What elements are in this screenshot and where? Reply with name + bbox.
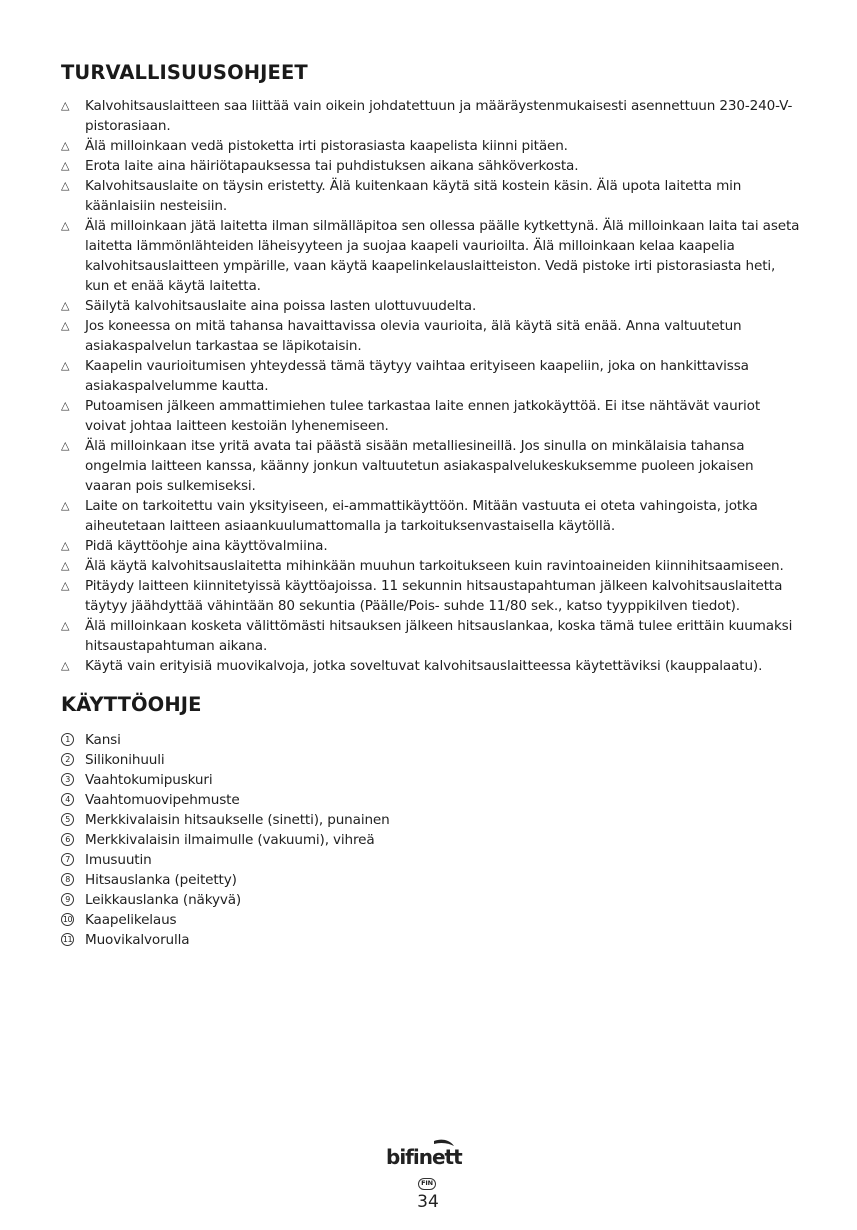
warning-triangle-icon: △ <box>61 299 70 312</box>
part-number: 10 <box>62 915 73 924</box>
safety-title: TURVALLISUUSOHJEET <box>61 61 308 84</box>
page-footer <box>0 1130 857 1230</box>
page-number: 34 <box>417 1192 439 1212</box>
safety-item: △ Kaapelin vaurioitumisen yhteydessä tämä täytyy vaihtaa erityiseen kaapeliin, joka on hankittavissa asiakaspalvelumme kautta. <box>61 358 749 394</box>
warning-triangle-icon: △ <box>61 159 70 172</box>
part-item: 8 Hitsauslanka (peitetty) <box>61 870 801 890</box>
part-number: 7 <box>61 853 74 866</box>
safety-item: △ Erota laite aina häiriötapauksessa tai puhdistuksen aikana sähköverkosta. <box>61 158 579 174</box>
safety-item: △ Älä milloinkaan itse yritä avata tai päästä sisään metalliesineillä. Jos sinulla on minkälaisia tahansa ongelmia laitteen kanssa, käänny jonkun valtuutetun asiakaspalvelukeskuksemme puoleen jokaisen vaaran pois sulkemiseksi. <box>61 438 754 494</box>
safety-item: △ Laite on tarkoitettu vain yksityiseen, ei-ammattikäyttöön. Mitään vastuuta ei oteta vahingoista, jotka aiheutetaan laitteen asiaankuulumattomalla ja tarkoituksenvastaisella käytöllä. <box>61 498 758 534</box>
safety-item: △ Pidä käyttöohje aina käyttövalmiina. <box>61 538 328 554</box>
safety-item: △ Pitäydy laitteen kiinnitetyissä käyttöajoissa. 11 sekunnin hitsaustapahtuman jälkeen kalvohitsauslaitetta täytyy jäähdyttää vähintään 80 sekuntia (Päälle/Pois- suhde 11/80 sek., katso tyyppikilven tiedot). <box>61 578 783 614</box>
warning-triangle-icon: △ <box>61 99 70 112</box>
part-number: 6 <box>61 833 74 846</box>
warning-triangle-icon: △ <box>61 539 70 552</box>
part-item: 4 Vaahtomuovipehmuste <box>61 790 801 810</box>
safety-item: △ Kalvohitsauslaitteen saa liittää vain oikein johdatettuun ja määräystenmukaisesti asennettuun 230-240-V-pistorasiaan. <box>61 98 793 134</box>
warning-triangle-icon: △ <box>61 359 70 372</box>
safety-item: △ Käytä vain erityisiä muovikalvoja, jotka soveltuvat kalvohitsauslaitteessa käytettäviksi (kauppalaatu). <box>61 658 763 674</box>
part-item: 10 Kaapelikelaus <box>62 912 177 928</box>
usage-title: KÄYTTÖOHJE <box>61 693 202 716</box>
warning-triangle-icon: △ <box>61 219 70 232</box>
parts-list <box>61 730 801 950</box>
part-number: 1 <box>61 733 74 746</box>
safety-item: △ Kalvohitsauslaite on täysin eristetty. Älä kuitenkaan käytä sitä kostein käsin. Älä upota laitetta min käänlaisiin nesteisiin. <box>61 178 742 214</box>
bifinett-logo <box>384 1138 476 1170</box>
part-item: 6 Merkkivalaisin ilmaimulle (vakuumi), vihreä <box>61 830 801 850</box>
language-badge: FIN <box>418 1178 436 1190</box>
part-number: 8 <box>61 873 74 886</box>
warning-triangle-icon: △ <box>61 319 70 332</box>
safety-item: △ Älä milloinkaan jätä laitetta ilman silmälläpitoa sen ollessa päälle kytkettynä. Älä milloinkaan laita tai aseta laitetta lämmönlähteiden läheisyyteen ja suojaa kaapeli vaurioilta. Älä milloinkaan kelaa kaapelia kalvohitsauslaitteen ympärille, vaan käytä kaapelinkelauslaitteiston. Vedä pistoke irti pistorasiasta heti, kun et enää käytä laitetta. <box>61 218 800 294</box>
part-item: 11 Muovikalvorulla <box>62 932 190 948</box>
part-number: 11 <box>62 935 73 944</box>
content <box>61 60 801 950</box>
part-item: 1 Kansi <box>61 730 801 750</box>
warning-triangle-icon: △ <box>61 179 70 192</box>
brand-wordmark: bifinett <box>386 1145 462 1169</box>
safety-item: △ Jos koneessa on mitä tahansa havaittavissa olevia vaurioita, älä käytä sitä enää. Anna valtuutetun asiakaspalvelun tarkastaa se läpikotaisin. <box>61 318 742 354</box>
warning-triangle-icon: △ <box>61 559 70 572</box>
warning-triangle-icon: △ <box>61 619 70 632</box>
safety-item: △ Putoamisen jälkeen ammattimiehen tulee tarkastaa laite ennen jatkokäyttöä. Ei itse nähtävät vauriot voivat johtaa laitteen kestoiän lyhenemiseen. <box>61 398 760 434</box>
part-number: 9 <box>61 893 74 906</box>
part-number: 3 <box>61 773 74 786</box>
safety-item: △ Älä käytä kalvohitsauslaitetta mihinkään muuhun tarkoitukseen kuin ravintoaineiden kiinnihitsaamiseen. <box>61 558 784 574</box>
warning-triangle-icon: △ <box>61 499 70 512</box>
part-item: 9 Leikkauslanka (näkyvä) <box>61 890 801 910</box>
safety-list <box>61 96 801 676</box>
part-item: 7 Imusuutin <box>61 850 801 870</box>
warning-triangle-icon: △ <box>61 659 70 672</box>
part-number: 2 <box>61 753 74 766</box>
part-number: 5 <box>61 813 74 826</box>
safety-item: △ Älä milloinkaan vedä pistoketta irti pistorasiasta kaapelista kiinni pitäen. <box>61 138 568 154</box>
safety-item: △ Älä milloinkaan kosketa välittömästi hitsauksen jälkeen hitsauslankaa, koska tämä tulee erittäin kuumaksi hitsaustapahtuman aikana. <box>61 618 793 654</box>
warning-triangle-icon: △ <box>61 139 70 152</box>
part-item: 3 Vaahtokumipuskuri <box>61 770 801 790</box>
part-number: 4 <box>61 793 74 806</box>
part-item: 2 Silikonihuuli <box>61 750 801 770</box>
warning-triangle-icon: △ <box>61 439 70 452</box>
warning-triangle-icon: △ <box>61 399 70 412</box>
safety-item: △ Säilytä kalvohitsauslaite aina poissa lasten ulottuvuudelta. <box>61 298 477 314</box>
part-item: 5 Merkkivalaisin hitsaukselle (sinetti), punainen <box>61 810 801 830</box>
warning-triangle-icon: △ <box>61 579 70 592</box>
